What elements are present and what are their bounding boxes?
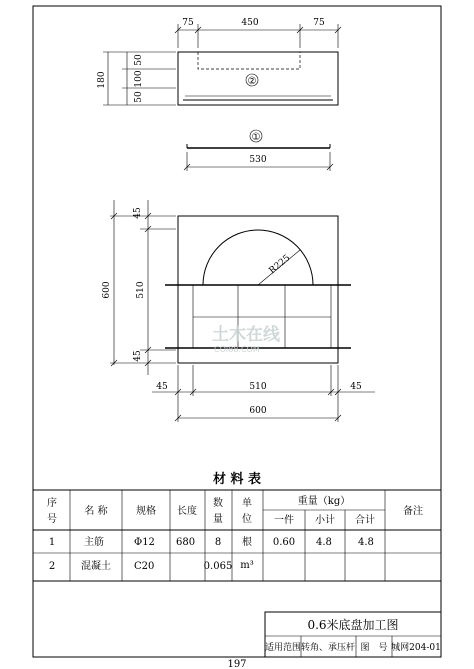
watermark bbox=[212, 324, 281, 354]
plan-bottom-overall: 600 bbox=[249, 406, 267, 416]
title-block-title: 0.6米底盘加工图 bbox=[307, 618, 399, 632]
plan-bottom-label-3: 45 bbox=[350, 382, 362, 392]
row2-unit: m³ bbox=[240, 560, 254, 571]
watermark-sub: COI88.COM bbox=[214, 345, 260, 354]
page-number: 197 bbox=[227, 659, 247, 669]
th-weight: 重量（kg） bbox=[297, 496, 351, 507]
watermark-text: 土木在线 bbox=[212, 325, 280, 345]
title-block-fig-label: 图 号 bbox=[360, 643, 388, 653]
top-view bbox=[97, 18, 341, 105]
row1-each: 0.60 bbox=[272, 537, 296, 548]
row2-name: 混凝土 bbox=[81, 561, 111, 572]
top-view-hidden-recess bbox=[198, 52, 300, 69]
th-length: 长度 bbox=[177, 506, 197, 517]
th-no-1: 序 bbox=[47, 498, 57, 509]
top-dim-label-3: 75 bbox=[313, 18, 325, 28]
plan-left-label-3: 45 bbox=[133, 350, 143, 362]
plan-bottom-label-1: 45 bbox=[156, 382, 168, 392]
row2-no: 2 bbox=[48, 561, 56, 572]
row1-length: 680 bbox=[176, 537, 196, 548]
th-name: 名 称 bbox=[84, 506, 108, 517]
th-qty-2: 量 bbox=[213, 514, 223, 525]
th-remark: 备注 bbox=[403, 506, 423, 517]
row1-no: 1 bbox=[48, 537, 56, 548]
left-dim-label-2: 100 bbox=[134, 70, 144, 88]
plan-bottom-label-2: 510 bbox=[249, 382, 267, 392]
top-dim-label-1: 75 bbox=[182, 18, 194, 28]
title-block-scope-value: 转角、承压杆 bbox=[300, 643, 356, 653]
table-title: 材 料 表 bbox=[212, 472, 262, 487]
th-w-each: 一件 bbox=[274, 515, 294, 526]
row2-spec: C20 bbox=[134, 561, 155, 572]
th-unit-1: 单 bbox=[242, 498, 252, 509]
plan-left-label-2: 510 bbox=[136, 281, 146, 299]
row1-name: 主筋 bbox=[84, 537, 104, 548]
row1-sub: 4.8 bbox=[316, 537, 332, 548]
top-view-marker-label: ② bbox=[247, 76, 257, 87]
plan-view bbox=[102, 200, 375, 422]
row1-qty: 8 bbox=[214, 537, 222, 548]
th-w-sub: 小计 bbox=[315, 515, 335, 526]
plan-radius-label: R225 bbox=[267, 253, 293, 277]
plan-arc bbox=[203, 230, 313, 285]
row2-qty: 0.065 bbox=[203, 561, 233, 572]
bar-marker-label: ① bbox=[251, 132, 261, 143]
th-unit-2: 位 bbox=[242, 514, 252, 525]
left-dim-overall: 180 bbox=[97, 71, 107, 89]
th-spec: 规格 bbox=[136, 506, 156, 517]
row1-unit: 根 bbox=[242, 537, 252, 548]
th-qty-1: 数 bbox=[213, 498, 223, 509]
title-block-scope-label: 适用范围 bbox=[264, 643, 302, 653]
bar-view bbox=[184, 130, 333, 171]
plan-left-label-1: 45 bbox=[133, 207, 143, 219]
title-block bbox=[265, 612, 441, 657]
left-dim-label-1: 50 bbox=[134, 54, 144, 66]
materials-table bbox=[33, 471, 441, 581]
th-no-2: 号 bbox=[47, 514, 57, 525]
top-dim-label-2: 450 bbox=[241, 18, 259, 28]
row1-total: 4.8 bbox=[358, 537, 374, 548]
row1-spec: Φ12 bbox=[134, 537, 155, 548]
bar-dim-label: 530 bbox=[249, 155, 267, 165]
title-block-fig-value: 城网204-01 bbox=[391, 643, 441, 653]
plan-left-overall: 600 bbox=[102, 281, 112, 299]
th-w-total: 合计 bbox=[355, 515, 375, 526]
left-dim-label-3: 50 bbox=[134, 91, 144, 103]
